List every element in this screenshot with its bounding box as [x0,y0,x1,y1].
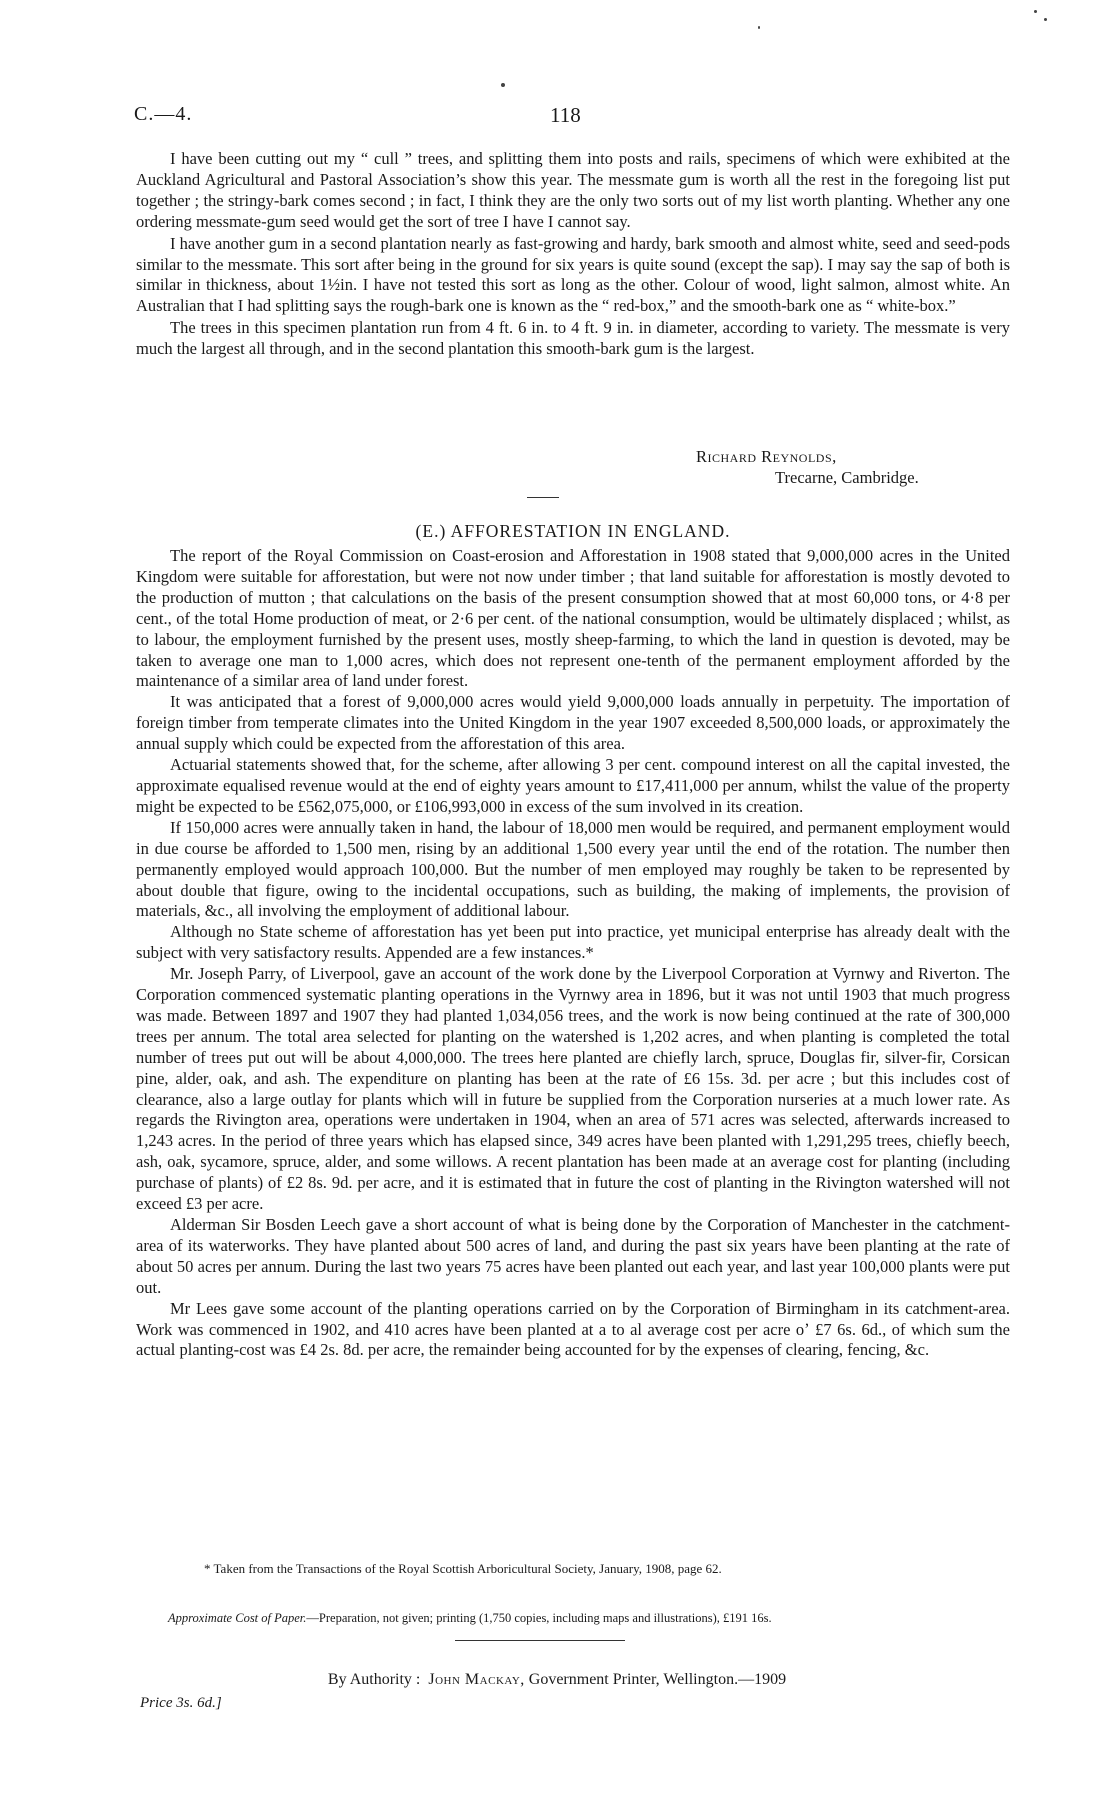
imprint-divider [455,1640,625,1641]
section-heading: (E.) AFFORESTATION IN ENGLAND. [415,521,731,541]
scan-speck [1034,10,1037,13]
paragraph: The report of the Royal Commission on Coast-erosion and Afforestation in 1908 stated that 9,000,000 acres in the United Kingdom were suitable for afforestation, but were not now under timber ; that land suitable for afforestation is mostly devoted to the production of mutton ; that calculations on the basis of the present consumption showed that at most 60,000 tons, or 4·8 per cent., of the total Home production of meat, or 2·6 per cent. of the national consumption, would be ultimately displaced ; whilst, as to labour, the employment furnished by the present uses, mostly sheep-farming, to which the land in question is devoted, may be taken to average one man to 1,000 acres, which does not represent one-tenth of the permanent employment afforded by the maintenance of a similar area of land under forest. [136,546,1010,691]
price: Price 3s. 6d.] [140,1695,222,1711]
paragraph: I have another gum in a second plantation nearly as fast-growing and hardy, bark smooth and almost white, seed and seed-pods similar to the messmate. This sort after being in the ground for six years is quite sound (except the sap). I may say the sap of both is similar in thickness, about 1½in. I have not tested this sort as long as the other. Colour of wood, light salmon, almost white. An Australian that I had splitting says the rough-bark one is known as the “ red-box,” and the smooth-bark one as “ white-box.” [136,233,1010,316]
scan-speck [1044,18,1047,21]
paragraph: Mr Lees gave some account of the planting operations carried on by the Corporation of Birmingham in its catchment-area. Work was commenced in 1902, and 410 acres have been planted at a to al average cost per acre oʼ £7 6s. 6d., of which sum the actual planting-cost was £4 2s. 8d. per acre, the remainder being accounted for by the expenses of clearing, fencing, &c. [136,1298,1010,1360]
imprint-prefix: By Authority : [327,1671,421,1688]
cost-text: —Preparation, not given; printing (1,750 copies, including maps and illustrations), £191 16s. [306,1611,772,1625]
signature-name: Richard Reynolds, [696,447,837,466]
footnote: * Taken from the Transactions of the Royal Scottish Arboricultural Society, January, 1908, page 62. [204,1561,722,1576]
scan-speck [758,26,760,29]
printer-name: John Mackay, [428,1671,525,1688]
paragraph: If 150,000 acres were annually taken in hand, the labour of 18,000 men would be required, and permanent employment would in due course be afforded to 1,500 men, rising by an additional 1,500 every year until the end of the rotation. The number then permanently employed would approach 100,000. But the number of men employed may roughly be taken to be represented by about double that figure, owing to the incidental occupations, such as building, the making of implements, the provision of materials, &c., all involving the employment of additional labour. [136,817,1010,921]
paragraph: Actuarial statements showed that, for the scheme, after allowing 3 per cent. compound interest on all the capital invested, the approximate equalised revenue would at the end of eighty years amount to £17,411,000 per annum, whilst the value of the property might be expected to be £562,075,000, or £106,993,000 in excess of the sum involved in its creation. [136,755,1010,816]
page-number: 118 [550,103,581,127]
scan-speck [501,83,505,87]
signature-place: Trecarne, Cambridge. [775,468,919,487]
letter-body [136,149,1010,360]
paragraph: I have been cutting out my “ cull ” trees, and splitting them into posts and rails, specimens of which were exhibited at the Auckland Agricultural and Pastoral Association’s show this year. The messmate gum is worth all the rest in the foregoing list put together ; the stringy-bark comes second ; in fact, I think they are the only two sorts out of my list worth planting. Whether any one ordering messmate-gum seed would get the sort of tree I have I cannot say. [136,149,1010,231]
paragraph: Mr. Joseph Parry, of Liverpool, gave an account of the work done by the Liverpool Corporation at Vyrnwy and Riverton. The Corporation commenced systematic planting operations in the Vyrnwy area in 1896, but it was not until 1903 that much progress was made. Between 1897 and 1907 they had planted 1,034,056 trees, and the work is now being continued at the rate of 300,000 trees per annum. The total area selected for planting on the watershed is 1,202 acres, and when planting is completed the total number of trees put out will be about 4,000,000. The trees here planted are chiefly larch, spruce, Douglas fir, silver-fir, Corsican pine, alder, oak, and ash. The expenditure on planting has been at the rate of £6 15s. 3d. per acre ; but this includes cost of clearance, also a large outlay for plants which will in future be supplied from the Corporation nurseries at a much lower rate. As regards the Rivington area, operations were undertaken in 1904, when an area of 571 acres was selected, afterwards increased to 1,243 acres. In the period of three years which has elapsed since, 349 acres have been planted with 1,291,295 trees, chiefly beech, ash, oak, sycamore, spruce, alder, and some willows. A recent plantation has been made at an average cost for planting (including purchase of plants) of £2 8s. 9d. per acre, and it is estimated that in future the cost of planting in the Rivington watershed will not exceed £3 per acre. [136,964,1010,1214]
cost-of-paper [168,1611,772,1626]
paragraph: Alderman Sir Bosden Leech gave a short account of what is being done by the Corporation of Manchester in the catchment-area of its waterworks. They have planted about 500 acres of land, and during the past six years have been planting at the rate of about 50 acres per annum. During the last two years 75 acres have been planted out each year, and last year 100,000 plants were put out. [136,1215,1010,1297]
imprint-line [0,1671,1114,1689]
article-body [136,546,1010,1361]
paragraph: Although no State scheme of afforestation has yet been put into practice, yet municipal enterprise has already dealt with the subject with very satisfactory results. Appended are a few instances.* [136,922,1010,963]
cost-label: Approximate Cost of Paper. [168,1611,307,1625]
imprint-suffix: Government Printer, Wellington.—1909 [528,1671,787,1688]
paper-reference: C.—4. [134,103,193,125]
paragraph: The trees in this specimen plantation run from 4 ft. 6 in. to 4 ft. 9 in. in diameter, according to variety. The messmate is very much the largest all through, and in the second plantation this smooth-bark gum is the largest. [136,318,1010,359]
section-divider [527,497,559,498]
paragraph: It was anticipated that a forest of 9,000,000 acres would yield 9,000,000 loads annually in perpetuity. The importation of foreign timber from temperate climates into the United Kingdom in the year 1907 exceeded 8,500,000 loads, or approximately the annual supply which could be expected from the afforestation of this area. [136,692,1010,754]
